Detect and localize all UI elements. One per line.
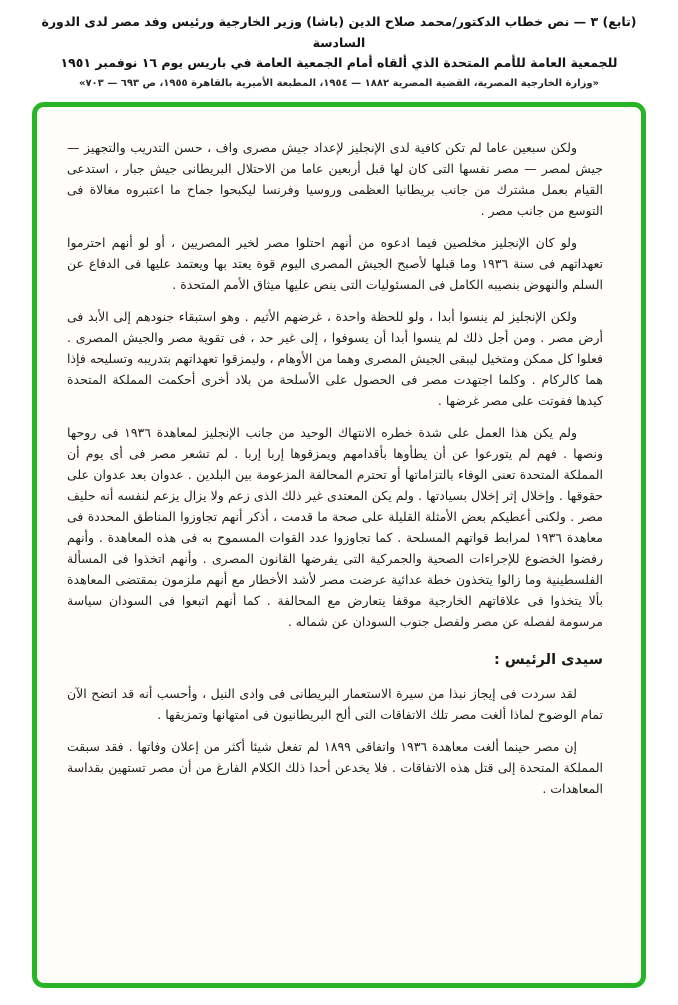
document-header — [10, 10, 668, 93]
paragraph-treaty-violations: ولم يكن هذا العمل على شدة خطره الانتهاك الوحيد من جانب الإنجليز لمعاهدة ١٩٣٦ فى روحها ونصها . فهم لم يتورعوا عن أن يطأوها بأقدامهم ويمزقوها إربا إربا . لم تشعر مصر فى أى يوم أن المملكة المتحدة تعنى الوفاء بالتزاماتها أو تحترم المحالفة المزعومة بين البلدين . عدوان بعد عدوان على حقوقها . وإخلال إثر إخلال بسيادتها . ولم يكن المعتدى غير ذلك الذى زعم ولا يزال يزعم لنفسه أنه حليف مصر . ولكنى أعطيكم بعض الأمثلة القليلة على صحة ما قدمت ، أذكر أنهم تجاوزوا المناطق المحددة فى معاهدة ١٩٣٦ لمرابط قواتهم المسلحة . كما تجاوزوا عدد القوات المسموح به فى هذه المعاهدة . وأنهم رفضوا الخضوع للإجراءات الصحية والجمركية التى يفرضها القانون المصرى . وأنهم اتخذوا فى المسألة الفلسطينية وما زالوا يتخذون خطة عدائية عرضت مصر لأشد الأخطار مع أنهم ملزمون بمقتضى المعاهدة بألا يتخذوا فى علاقاتهم الخارجية موقفا يتعارض مع المحالفة . كما أنهم اتبعوا فى السودان سياسة مرسومة لفصله عن مصر ولفصل جنوب السودان عن شماله . — [67, 424, 603, 629]
paragraph-army-preparation: ولكن سبعين عاما لم تكن كافية لدى الإنجليز لإعداد جيش مصرى واف ، حسن التدريب والتجهيز — جيش لمصر — مصر نفسها التى كان لها قبل أربعين عاما من الاحتلال البريطانى جيش جبار ، استدعى القيام بعمل مشترك من جانب بريطانيا العظمى وروسيا وفرنسا ليكبحوا جماح ما اعتبروه مغالاة فى التوسع من جانب مصر . — [67, 139, 603, 218]
green-highlight-border-box — [32, 102, 646, 988]
paragraph-summary-colonialism: لقد سردت فى إيجاز نبذا من سيرة الاستعمار البريطانى فى وادى النيل ، وأحسب أنه قد اتضح الآن تمام الوضوح لماذا ألغت مصر تلك الاتفاقات التى ألح البريطانيون فى امتهانها وتمزيقها . — [67, 686, 603, 723]
document-body-text — [67, 137, 603, 799]
section-heading-mr-president: سيدى الرئيس : — [493, 651, 603, 668]
paragraph-abrogation-conclusion: إن مصر حينما ألغت معاهدة ١٩٣٦ واتفاقى ١٨٩٩ لم تفعل شيئا أكثر من إعلان وفاتها . فقد سبقت المملكة المتحدة إلى قتل هذه الاتفاقات . فلا يخدعن أحدا ذلك الكلام الفارغ من أن مصر تستهين بقداسة المعاهدات . — [67, 739, 603, 797]
header-title-line-2: للجمعية العامة للأمم المتحدة الذي ألقاه أمام الجمعية العامة في باريس يوم ١٦ نوفمبر ١٩٥١ — [60, 55, 618, 71]
header-title-line-1: (تابع) ٣ — نص خطاب الدكتور/محمد صلاح الدين (باشا) وزير الخارجية ورئيس وفد مصر لدى الدورة السادسة — [41, 14, 637, 50]
paragraph-british-sincerity: ولو كان الإنجليز مخلصين فيما ادعوه من أنهم احتلوا مصر لخير المصريين ، أو لو أنهم احترموا تعهداتهم فى سنة ١٩٣٦ وما قبلها لأصبح الجيش المصرى اليوم قوة يعتد بها ويعتمد عليها فى الدفاع عن السلم والنهوض بنصيبه الكامل فى المسئوليات التى ينص عليها ميثاق الأمم المتحدة . — [67, 234, 603, 292]
header-source-citation: «وزارة الخارجية المصرية، القضية المصرية ١٨٨٢ — ١٩٥٤، المطبعة الأميرية بالقاهرة ١٩٥٥، ص ٦٩٣ — ٧٠٣» — [78, 77, 600, 89]
paragraph-english-never-forgot: ولكن الإنجليز لم ينسوا أبدا ، ولو للحظة واحدة ، غرضهم الأثيم . وهو استبقاء جنودهم إلى الأبد فى أرض مصر . ومن أجل ذلك لم ينسوا أبدا أن يسوفوا ، إلى غير حد ، فى تقوية مصر والجيش المصرى . فعلوا كل ممكن ومتخيل ليبقى الجيش المصرى وهما من الأوهام ، وليمزقوا تعهداتهم بتدريبه وتسليحه فإذا هما كالركام . وكلما اجتهدت مصر فى الحصول على الأسلحة من بلاد أخرى أحكمت المملكة المتحدة كيدها ففوتت على مصر غرضها . — [67, 308, 603, 408]
